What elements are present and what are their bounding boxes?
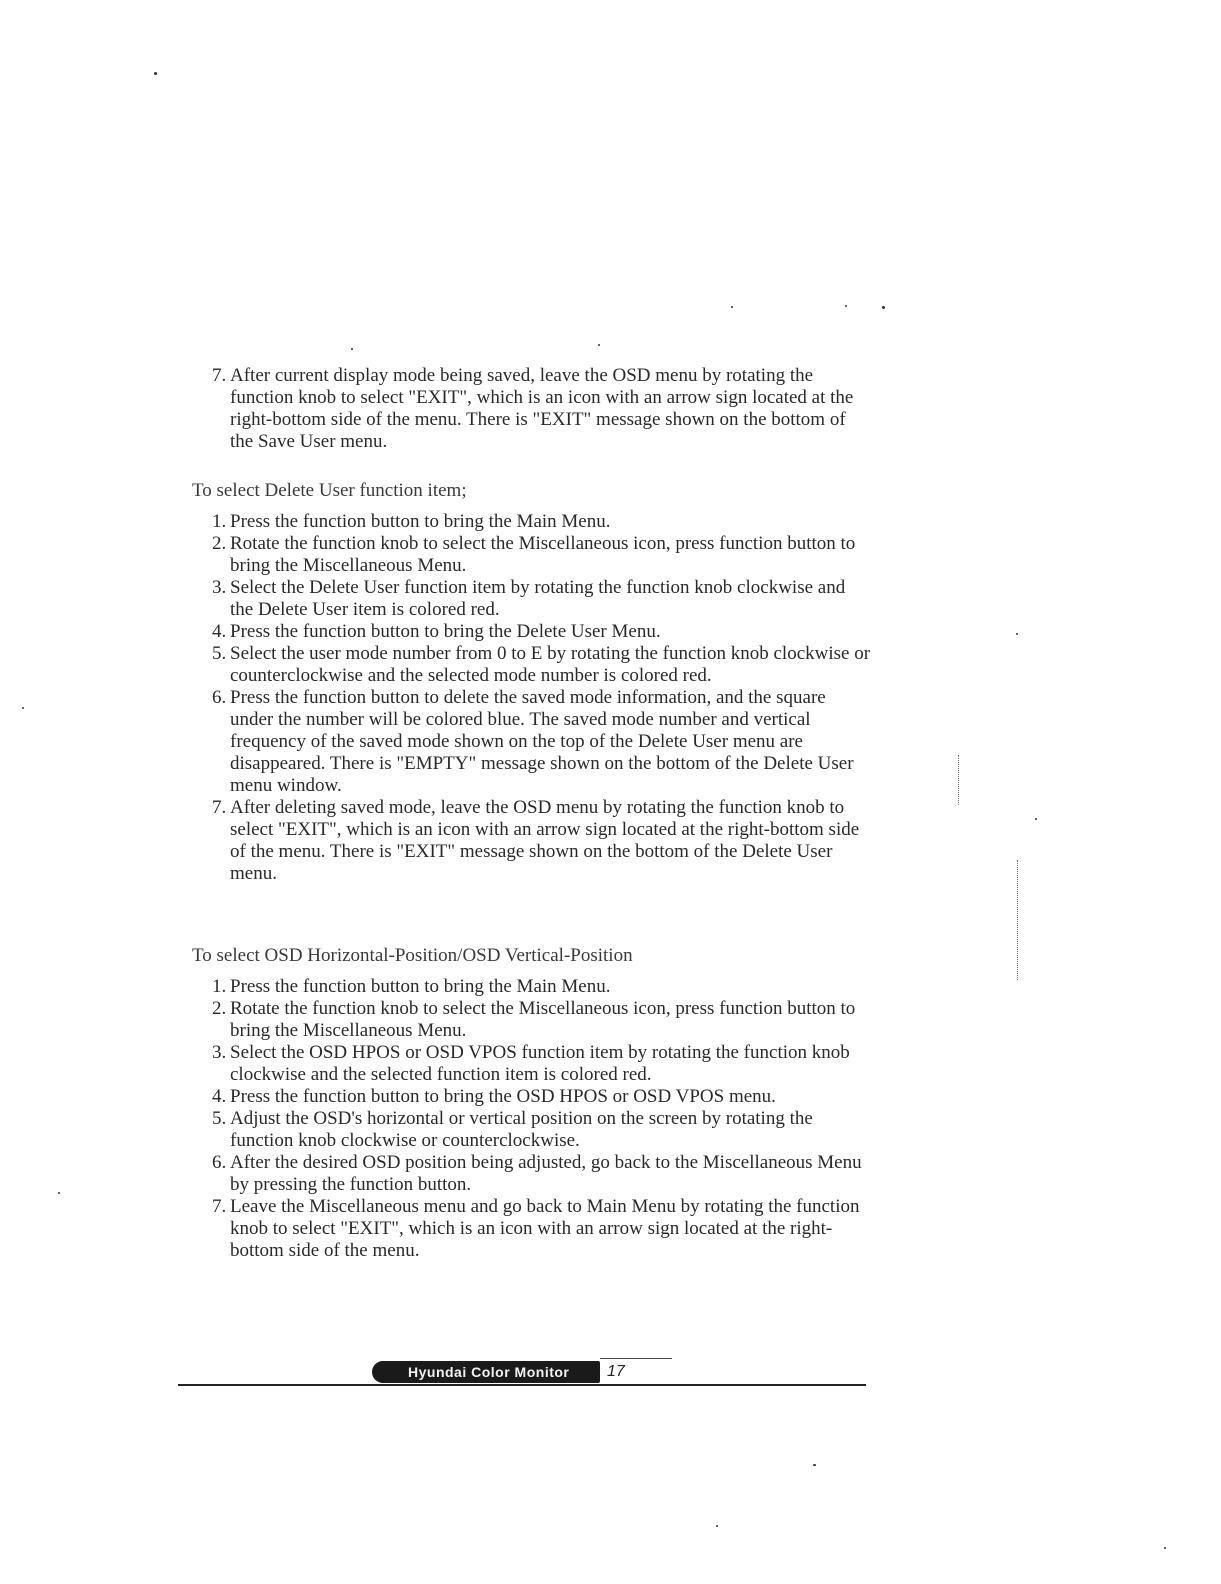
- scan-speck: [351, 348, 353, 350]
- scan-speck: [845, 305, 847, 307]
- item-number: 6.: [212, 1152, 227, 1173]
- item-text: Select the OSD HPOS or OSD VPOS function item by rotating the function knob clockwise and the selected function item is colored red.: [230, 1042, 850, 1085]
- save-user-steps: [212, 365, 872, 453]
- item-text: Adjust the OSD's horizontal or vertical position on the screen by rotating the function knob clockwise or counterclockwise.: [230, 1108, 813, 1151]
- item-number: 1.: [212, 511, 227, 532]
- item-text: After current display mode being saved, leave the OSD menu by rotating the function knob to select "EXIT", which is an icon with an arrow sign located at the right-bottom side of the menu. There is "EXIT" message shown on the bottom of the Save User menu.: [230, 365, 854, 452]
- item-number: 7.: [212, 797, 227, 818]
- item-number: 7.: [212, 1196, 227, 1217]
- item-number: 7.: [212, 365, 227, 386]
- item-text: Press the function button to delete the saved mode information, and the square under the number will be colored blue. The saved mode number and vertical frequency of the saved mode shown on the top of the Delete User menu are disappeared. There is "EMPTY" message shown on the bottom of the Delete User menu window.: [230, 687, 854, 796]
- osd-position-steps: [212, 976, 872, 1262]
- scan-speck: [716, 1525, 718, 1527]
- list-item: [212, 511, 872, 533]
- item-text: Leave the Miscellaneous menu and go back to Main Menu by rotating the function knob to select "EXIT", which is an icon with an arrow sign located at the right-bottom side of the menu.: [230, 1196, 860, 1261]
- item-number: 1.: [212, 976, 227, 997]
- page-number: 17: [607, 1363, 625, 1380]
- item-text: Press the function button to bring the Main Menu.: [230, 976, 611, 997]
- list-item: [212, 1086, 872, 1108]
- item-text: Select the Delete User function item by rotating the function knob clockwise and the Delete User item is colored red.: [230, 577, 846, 620]
- item-number: 3.: [212, 577, 227, 598]
- item-number: 5.: [212, 643, 227, 664]
- list-item: [212, 621, 872, 643]
- delete-user-heading: To select Delete User function item;: [192, 480, 467, 501]
- list-item: [212, 976, 872, 998]
- list-item: [212, 577, 872, 621]
- item-text: Rotate the function knob to select the Miscellaneous icon, press function button to bring the Miscellaneous Menu.: [230, 998, 856, 1041]
- list-item: [212, 1108, 872, 1152]
- footer-brand-badge: Hyundai Color Monitor: [372, 1361, 600, 1383]
- item-number: 6.: [212, 687, 227, 708]
- list-item: [212, 797, 872, 885]
- list-item: [212, 1196, 872, 1262]
- scan-speck: [1016, 633, 1018, 635]
- item-number: 2.: [212, 998, 227, 1019]
- scan-speck: [731, 306, 733, 308]
- item-text: After the desired OSD position being adjusted, go back to the Miscellaneous Menu by pressing the function button.: [230, 1152, 862, 1195]
- item-text: Press the function button to bring the Delete User Menu.: [230, 621, 661, 642]
- item-text: Press the function button to bring the Main Menu.: [230, 511, 611, 532]
- scan-edge-line: [958, 755, 960, 805]
- footer-tick-line: [600, 1358, 672, 1359]
- scan-speck: [154, 72, 157, 75]
- scan-edge-line: [1017, 860, 1019, 980]
- item-number: 2.: [212, 533, 227, 554]
- scan-speck: [813, 1464, 816, 1466]
- scan-speck: [598, 344, 600, 346]
- scan-speck: [1035, 818, 1037, 820]
- item-number: 4.: [212, 1086, 227, 1107]
- scan-speck: [1164, 1547, 1166, 1549]
- list-item: [212, 1152, 872, 1196]
- scan-speck: [58, 1192, 60, 1194]
- list-item: [212, 643, 872, 687]
- item-text: Press the function button to bring the OSD HPOS or OSD VPOS menu.: [230, 1086, 776, 1107]
- osd-position-heading: To select OSD Horizontal-Position/OSD Vertical-Position: [192, 945, 633, 966]
- item-number: 4.: [212, 621, 227, 642]
- item-text: After deleting saved mode, leave the OSD menu by rotating the function knob to select "EXIT", which is an icon with an arrow sign located at the right-bottom side of the menu. There is "EXIT" message shown on the bottom of the Delete User menu.: [230, 797, 860, 884]
- list-item: [212, 998, 872, 1042]
- scan-speck: [882, 306, 885, 309]
- item-number: 3.: [212, 1042, 227, 1063]
- item-number: 5.: [212, 1108, 227, 1129]
- list-item: [212, 365, 872, 453]
- list-item: [212, 687, 872, 797]
- item-text: Select the user mode number from 0 to E by rotating the function knob clockwise or counterclockwise and the selected mode number is colored red.: [230, 643, 871, 686]
- footer-rule: [178, 1384, 866, 1386]
- delete-user-steps: [212, 511, 872, 885]
- scan-speck: [22, 707, 24, 709]
- list-item: [212, 1042, 872, 1086]
- item-text: Rotate the function knob to select the Miscellaneous icon, press function button to bring the Miscellaneous Menu.: [230, 533, 856, 576]
- list-item: [212, 533, 872, 577]
